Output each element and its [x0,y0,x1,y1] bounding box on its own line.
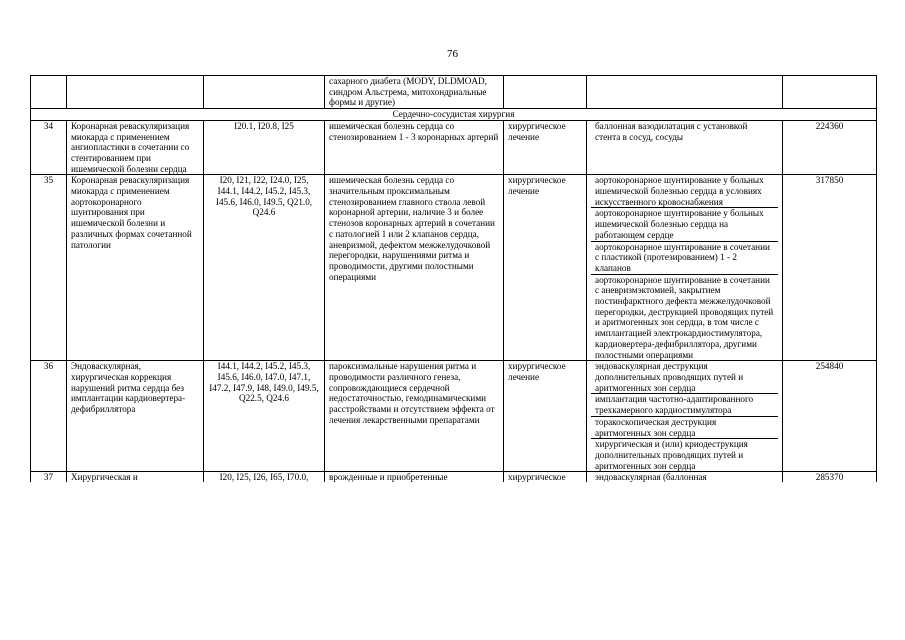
cell-icd: I44.1, I44.2, I45.2, I45.3, I45.6, I46.0, I47.0, I47.1, I47.2, I47.9, I48, I49.0, I49.5, Q22.5, Q24.6 [204,361,325,472]
cell-price: 224360 [783,120,877,175]
cell-diagnosis: ишемическая болезнь сердца со стенозированием 1 - 3 коронарных артерий [325,120,504,175]
cell-methods [587,361,783,472]
cell-name: Эндоваскулярная, хирургическая коррекция нарушений ритма сердца без имплантации кардиовертера-дефибриллятора [67,361,204,472]
cell-icd [204,76,325,109]
cell-num: 34 [31,120,67,175]
cell-num: 35 [31,175,67,361]
method-item: хирургическая и (или) криодеструкция дополнительных проводящих путей и аритмогенных зон сердца [591,438,778,471]
cell-methods [587,76,783,109]
method-item: эндоваскулярная деструкция дополнительных проводящих путей и аритмогенных зон сердца [595,361,744,393]
cell-num: 36 [31,361,67,472]
continuation-row [31,76,877,109]
cell-icd: I20.1, I20.8, I25 [204,120,325,175]
cell-treatment: хирургическое лечение [504,361,587,472]
method-item: аортокоронарное шунтирование в сочетании с аневризмэктомией, закрытием постинфарктного дефекта межжелудочковой перегородки, деструкцией проводящих путей и аритмогенных зон сердца, в том числе с имплантацией электрокардиостимулятора, кардиовертера-дефибриллятора, другими полостными операциями [591,274,778,361]
cell-treatment [504,76,587,109]
cell-name: Коронарная реваскуляризация миокарда с применением ангиопластики в сочетании со стентированием при ишемической болезни сердца [67,120,204,175]
cell-num [31,76,67,109]
section-row [31,109,877,121]
cell-treatment: хирургическое лечение [504,175,587,361]
table-row [31,472,877,483]
cell-methods [587,175,783,361]
cell-name [67,76,204,109]
cell-name: Коронарная реваскуляризация миокарда с применением аортокоронарного шунтирования при ишемической болезни и различных формах сочетанной патологии [67,175,204,361]
method-item: имплантация частотно-адаптированного трехкамерного кардиостимулятора [591,393,778,415]
table-row [31,361,877,472]
page-number: 76 [447,48,458,60]
cell-methods [587,120,783,175]
services-table [30,75,877,482]
cell-icd: I20, I21, I22, I24.0, I25, I44.1, I44.2, I45.2, I45.3, I45.6, I46.0, I49.5, Q21.0, Q24.6 [204,175,325,361]
cell-diagnosis: пароксизмальные нарушения ритма и проводимости различного генеза, сопровождающиеся сердечной недостаточностью, гемодинамическими расстройствами и отсутствием эффекта от лечения лекарственными препаратами [325,361,504,472]
cell-price: 254840 [783,361,877,472]
table-row [31,120,877,175]
method-item: баллонная вазодилатация с установкой стента в сосуд, сосуды [595,120,748,142]
cell-diagnosis: врожденные и приобретенные [325,472,504,483]
cell-methods [587,472,783,483]
cell-treatment: хирургическое [504,472,587,483]
method-item: аортокоронарное шунтирование у больных ишемической болезнью сердца в условиях искусственного кровоснабжения [595,175,764,207]
method-item: торакоскопическая деструкция аритмогенных зон сердца [591,416,778,438]
cell-price: 317850 [783,175,877,361]
section-title: Сердечно-сосудистая хирургия [31,109,877,121]
table-row [31,175,877,361]
cell-treatment: хирургическое лечение [504,120,587,175]
cell-name: Хирургическая и [67,472,204,483]
cell-price [783,76,877,109]
cell-diagnosis: сахарного диабета (MODY, DLDMOAD, синдром Альстрема, митохондриальные формы и другие) [325,76,504,109]
method-item: аортокоронарное шунтирование в сочетании с пластикой (протезированием) 1 - 2 клапанов [591,241,778,274]
cell-icd: I20, I25, I26, I65, I70.0, [204,472,325,483]
method-item: эндоваскулярная (баллонная [595,472,707,483]
cell-num: 37 [31,472,67,483]
cell-price: 285370 [783,472,877,483]
cell-diagnosis: ишемическая болезнь сердца со значительным проксимальным стенозированием главного ствола левой коронарной артерии, наличие 3 и более стенозов коронарных артерий в сочетании с патологией 1 или 2 клапанов сердца, аневризмой, дефектом межжелудочковой перегородки, нарушениями ритма и проводимости, другими полостными операциями [325,175,504,361]
method-item: аортокоронарное шунтирование у больных ишемической болезнью сердца на работающем сердце [591,207,778,240]
